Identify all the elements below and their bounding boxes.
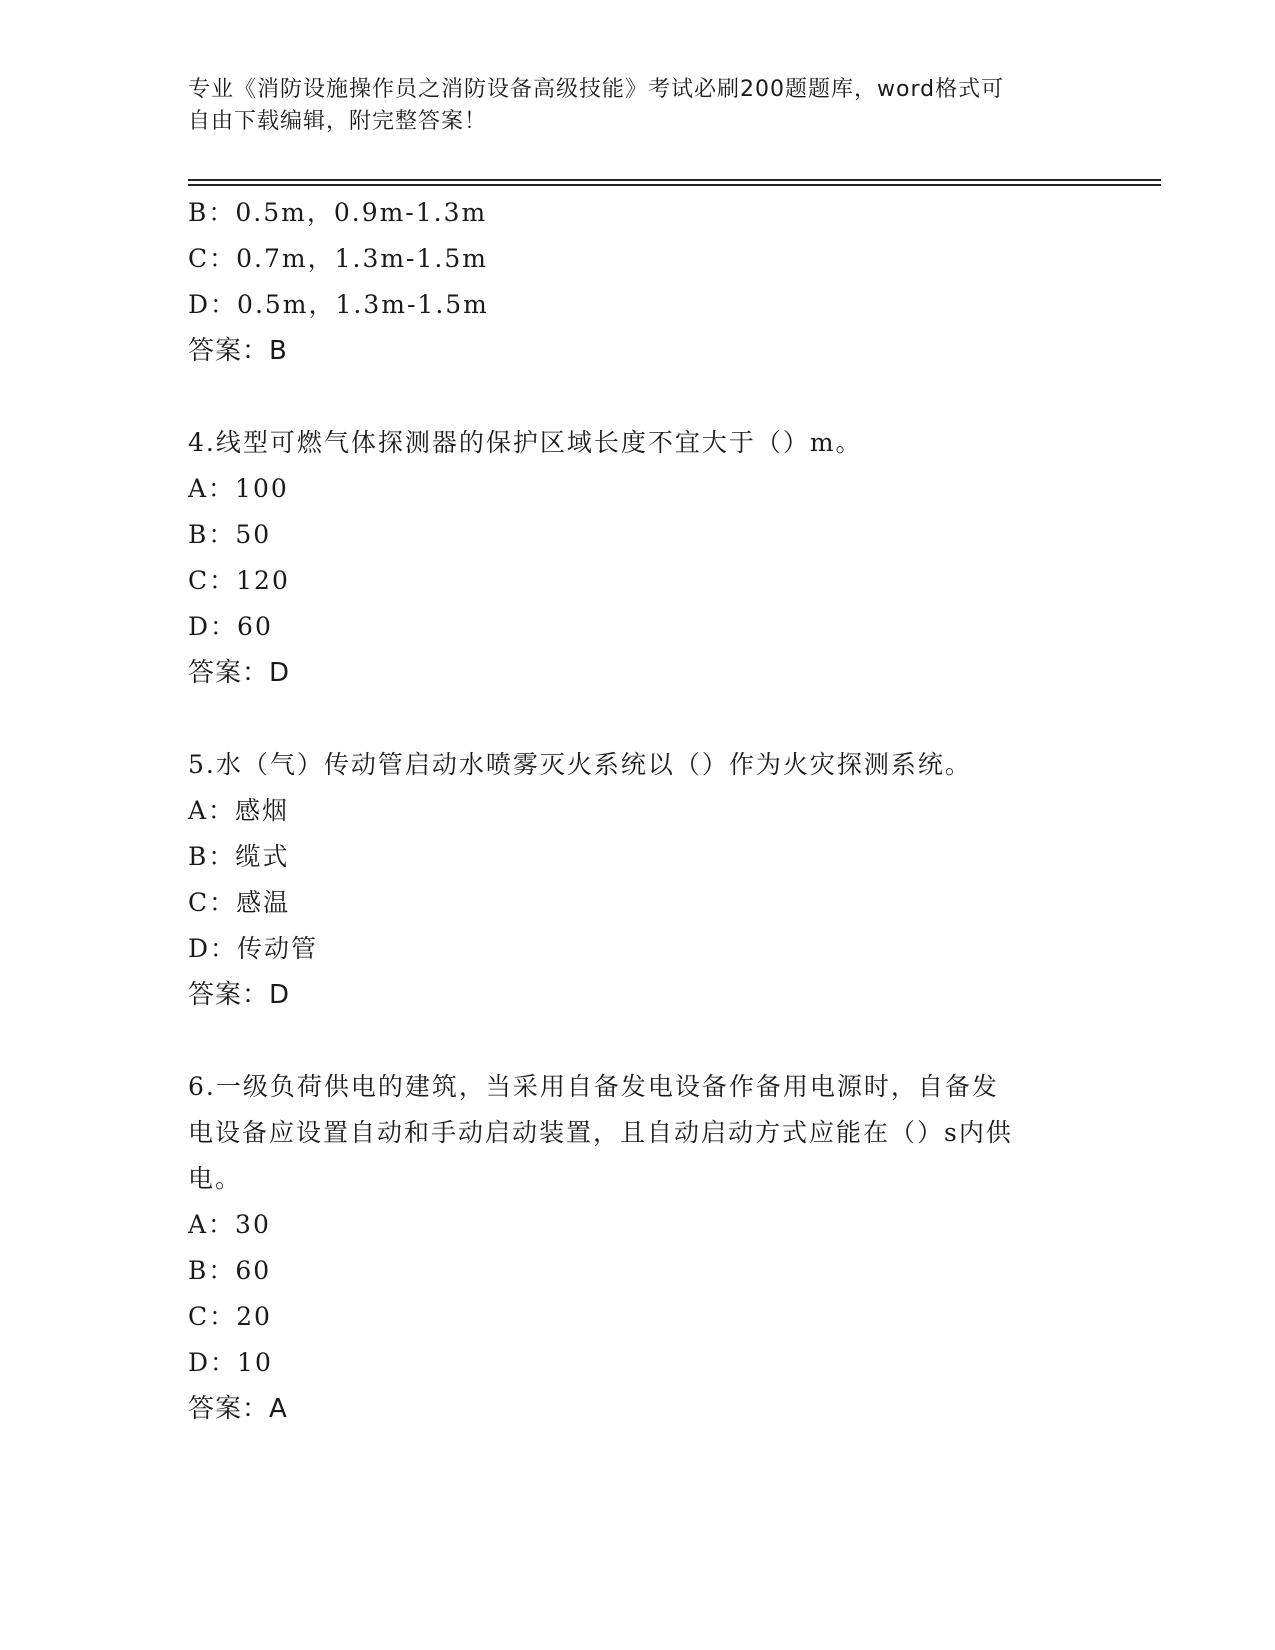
spacer	[188, 1018, 1088, 1064]
question-text	[188, 1064, 1088, 1202]
question-line: 4.线型可燃气体探测器的保护区域长度不宜大于（）m。	[188, 428, 863, 457]
answer-line: 答案：A	[188, 1394, 288, 1424]
option-c: C：20	[188, 1302, 272, 1331]
option-b: B：60	[188, 1256, 272, 1285]
question-block-partial	[188, 190, 1088, 374]
question-line: 5.水（气）传动管启动水喷雾灭火系统以（）作为火灾探测系统。	[188, 750, 972, 779]
question-block-5	[188, 742, 1088, 1018]
answer-line: 答案：D	[188, 658, 291, 688]
option-d: D：0.5m，1.3m-1.5m	[188, 290, 489, 319]
document-header	[188, 74, 1068, 138]
question-line: 6.一级负荷供电的建筑，当采用自备发电设备作备用电源时，自备发	[188, 1072, 999, 1101]
option-c: C：0.7m，1.3m-1.5m	[188, 244, 488, 273]
question-line: 电。	[188, 1164, 243, 1193]
question-list	[188, 190, 1088, 1432]
header-line: 专业《消防设施操作员之消防设备高级技能》考试必刷200题题库，word格式可	[188, 77, 1005, 102]
option-b: B：50	[188, 520, 272, 549]
option-c: C：感温	[188, 888, 291, 917]
header-divider	[188, 184, 1161, 186]
header-line: 自由下载编辑，附完整答案！	[188, 109, 488, 134]
answer-line: 答案：D	[188, 980, 291, 1010]
option-d: D：10	[188, 1348, 273, 1377]
spacer	[188, 374, 1088, 420]
question-block-4	[188, 420, 1088, 696]
option-b: B：0.5m，0.9m-1.3m	[188, 198, 488, 227]
header-divider	[188, 179, 1161, 181]
question-text	[188, 420, 1088, 466]
option-a: A：100	[188, 474, 289, 503]
option-b: B：缆式	[188, 842, 290, 871]
option-a: A：感烟	[188, 796, 290, 825]
answer-line: 答案：B	[188, 336, 288, 366]
option-c: C：120	[188, 566, 290, 595]
spacer	[188, 696, 1088, 742]
option-d: D：传动管	[188, 934, 319, 963]
option-a: A：30	[188, 1210, 271, 1239]
question-line: 电设备应设置自动和手动启动装置，且自动启动方式应能在（）s内供	[188, 1118, 1013, 1147]
question-block-6	[188, 1064, 1088, 1432]
option-d: D：60	[188, 612, 273, 641]
question-text	[188, 742, 1088, 788]
